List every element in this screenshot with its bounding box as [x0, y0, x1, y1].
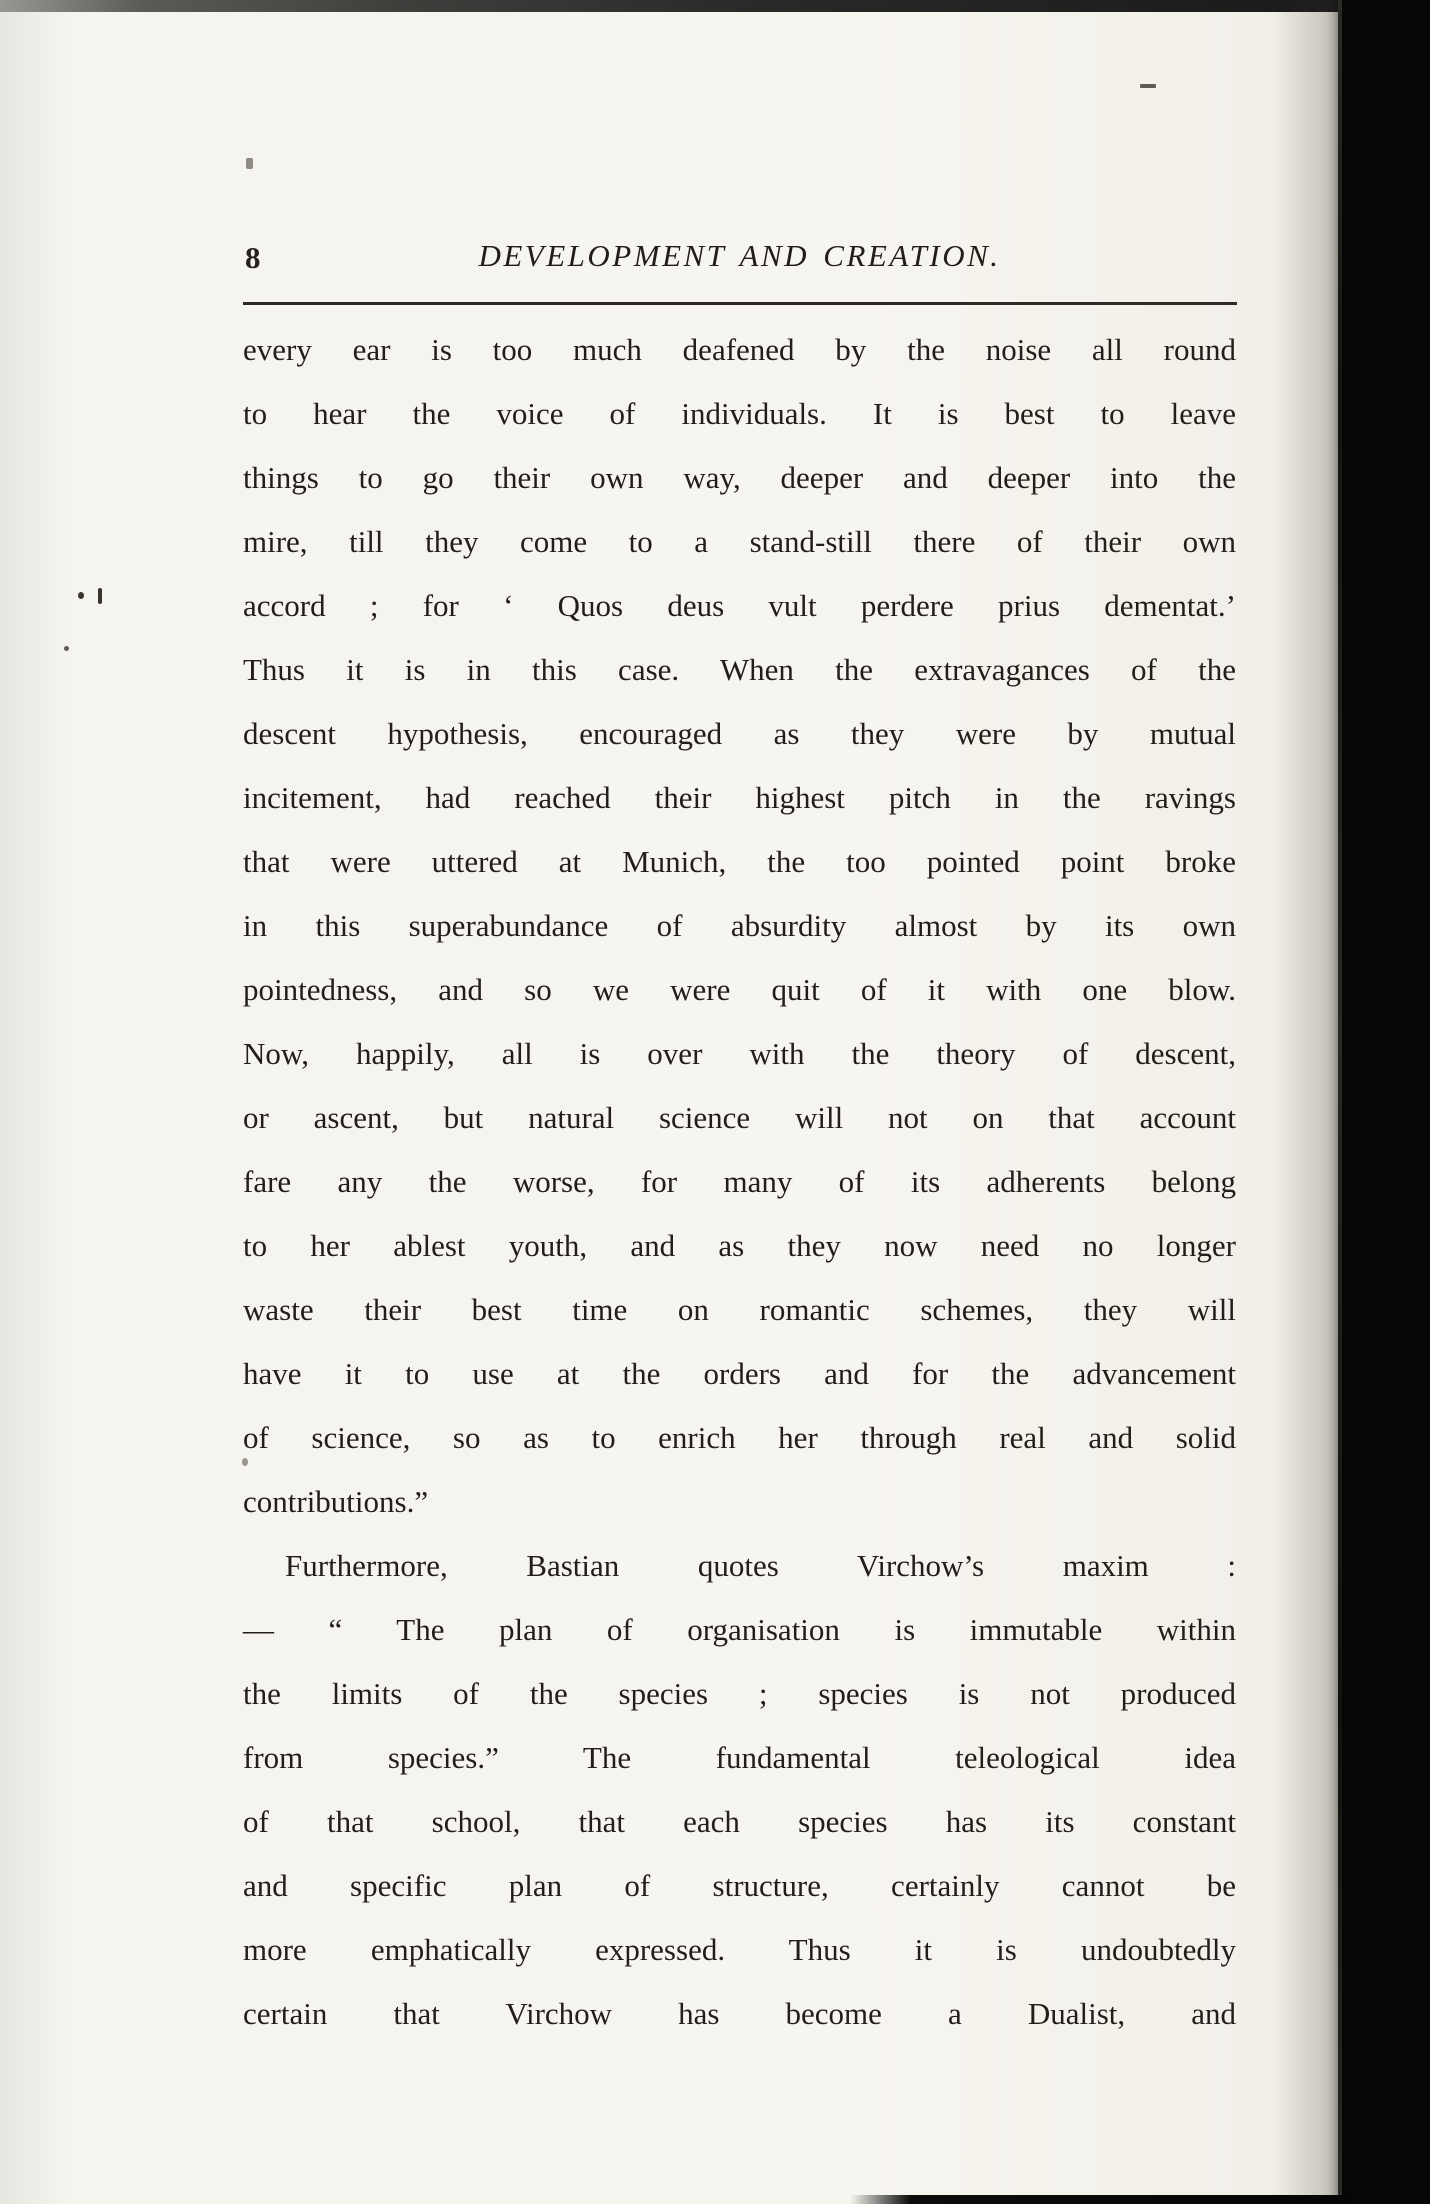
scan-speck [64, 646, 69, 651]
text-line: things to go their own way, deeper and deeper into the [243, 460, 1236, 495]
text-line: more emphatically expressed. Thus it is undoubtedly [243, 1932, 1236, 1967]
scan-artifact-right-band [1342, 0, 1430, 2204]
text-line: descent hypothesis, encouraged as they were by mutual [243, 716, 1236, 751]
page-body-text [243, 318, 1236, 2046]
text-line: and specific plan of structure, certainly cannot be [243, 1868, 1236, 1903]
text-line: to her ablest youth, and as they now need no longer [243, 1228, 1236, 1263]
text-line: mire, till they come to a stand-still there of their own [243, 524, 1236, 559]
scan-shadow-right [1274, 0, 1344, 2204]
text-line: Thus it is in this case. When the extravagances of the [243, 652, 1236, 687]
scan-artifact-bottom-edge [850, 2195, 1350, 2204]
text-line: pointedness, and so we were quit of it with one blow. [243, 972, 1236, 1007]
header-rule [243, 302, 1237, 305]
text-line: — “ The plan of organisation is immutable within [243, 1612, 1236, 1647]
text-line: fare any the worse, for many of its adherents belong [243, 1164, 1236, 1199]
scan-speck [98, 588, 102, 604]
text-line: from species.” The fundamental teleological idea [243, 1740, 1236, 1775]
text-line: or ascent, but natural science will not on that account [243, 1100, 1236, 1135]
text-line: in this superabundance of absurdity almost by its own [243, 908, 1236, 943]
text-line: incitement, had reached their highest pitch in the ravings [243, 780, 1236, 815]
text-line: of that school, that each species has its constant [243, 1804, 1236, 1839]
scan-speck [1140, 84, 1156, 88]
scan-artifact-top-edge [0, 0, 1430, 12]
text-line: certain that Virchow has become a Dualist, and [243, 1996, 1236, 2031]
text-line: the limits of the species ; species is not produced [243, 1676, 1236, 1711]
text-line: accord ; for ‘ Quos deus vult perdere prius dementat.’ [243, 588, 1236, 623]
scan-speck [78, 592, 84, 599]
text-line: waste their best time on romantic schemes, they will [243, 1292, 1236, 1327]
text-line: have it to use at the orders and for the advancement [243, 1356, 1236, 1391]
running-header-title: DEVELOPMENT AND CREATION. [478, 238, 1001, 273]
scan-speck [246, 158, 253, 169]
text-line: to hear the voice of individuals. It is best to leave [243, 396, 1236, 431]
text-line: contributions.” [243, 1484, 429, 1519]
text-line: every ear is too much deafened by the noise all round [243, 332, 1236, 367]
text-line: of science, so as to enrich her through real and solid [243, 1420, 1236, 1455]
text-line: that were uttered at Munich, the too pointed point broke [243, 844, 1236, 879]
text-line: Furthermore, Bastian quotes Virchow’s maxim : [285, 1548, 1236, 1583]
text-line: Now, happily, all is over with the theory of descent, [243, 1036, 1236, 1071]
page-header [243, 238, 1236, 284]
page-number: 8 [245, 240, 262, 275]
